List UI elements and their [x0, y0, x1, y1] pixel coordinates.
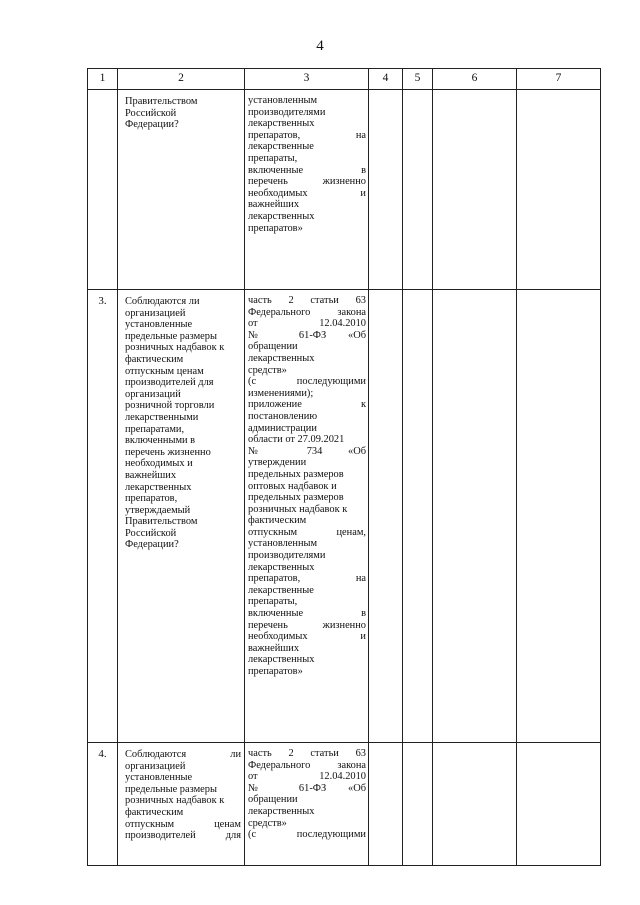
legal-line: лекарственные [248, 141, 314, 153]
legal-line: препаратов, на [248, 573, 366, 585]
table-header-row [88, 69, 601, 90]
question-line: организацией [125, 760, 186, 772]
legal-line: важнейших [248, 642, 300, 654]
legal-line: утверждении [248, 457, 307, 469]
legal-line: лекарственных [248, 654, 315, 666]
question-line: лекарственными [125, 411, 199, 423]
empty-cell [517, 90, 601, 290]
question-line: включенными в [125, 435, 196, 447]
legal-line: препаратов» [248, 222, 303, 234]
legal-line: № 61-ФЗ «Об [248, 329, 366, 341]
question-line: Российской [125, 107, 177, 119]
legal-line: предельных размеров [248, 468, 344, 480]
question-line: организаций [125, 388, 181, 400]
question-line: отпускным ценам [125, 818, 241, 830]
question-line: производителей для [125, 377, 214, 389]
legal-line: перечень жизненно [248, 619, 366, 631]
legal-line: (с последующими [248, 376, 366, 388]
question-line: Российской [125, 527, 177, 539]
legal-line: отпускным ценам, [248, 526, 366, 538]
legal-line: администрации [248, 422, 317, 434]
legal-line: лекарственных [248, 805, 315, 817]
question-line: фактическим [125, 353, 184, 365]
question-line: установленные [125, 319, 193, 331]
empty-cell [517, 743, 601, 866]
legal-line: установленным [248, 538, 318, 550]
legal-line: перечень жизненно [248, 176, 366, 188]
question-line: Федерации? [125, 119, 179, 131]
legal-line: области от 27.09.2021 [248, 434, 345, 446]
question-line: лекарственных [125, 481, 192, 493]
legal-line: необходимых и [248, 187, 366, 199]
row-number: 4. [88, 743, 118, 866]
question-line: Правительством [125, 96, 198, 107]
legal-line: изменениями); [248, 387, 314, 399]
legal-line: производителями [248, 550, 326, 562]
question-line: розничных надбавок к [125, 342, 225, 354]
legal-line: от 12.04.2010 [248, 318, 366, 330]
legal-line: лекарственных [248, 118, 315, 130]
legal-line: (с последующими [248, 829, 366, 841]
empty-cell [403, 290, 433, 743]
legal-line: обращении [248, 794, 298, 806]
question-line: отпускным ценам [125, 365, 204, 377]
legal-line: оптовых надбавок и [248, 480, 337, 492]
question-line: производителей для [125, 830, 241, 842]
question-line: Правительством [125, 516, 198, 528]
table-row [88, 743, 601, 866]
question-line: необходимых и [125, 458, 193, 470]
table-row [88, 90, 601, 290]
legal-line: препаратов» [248, 666, 303, 677]
legal-line: Федерального закона [248, 759, 366, 771]
question-line: Соблюдаются ли [125, 296, 200, 307]
legal-line: лекарственных [248, 561, 315, 573]
checklist-table [87, 68, 601, 866]
legal-line: предельных размеров [248, 492, 344, 504]
column-header-4: 4 [369, 69, 403, 90]
table-row [88, 290, 601, 743]
legal-line: от 12.04.2010 [248, 771, 366, 783]
question-line: утверждаемый [125, 504, 191, 516]
column-header-3: 3 [245, 69, 369, 90]
question-line: установленные [125, 772, 193, 784]
empty-cell [433, 90, 517, 290]
question-line: фактическим [125, 806, 184, 818]
legal-line: включенные в [248, 164, 366, 176]
page-number: 4 [316, 38, 324, 54]
legal-line: № 734 «Об [248, 445, 366, 457]
legal-line: препаратов, на [248, 129, 366, 141]
legal-line: розничных надбавок к [248, 503, 348, 515]
empty-cell [403, 743, 433, 866]
question-line: перечень жизненно [125, 446, 211, 458]
legal-line: средств» [248, 364, 287, 376]
legal-line: важнейших [248, 199, 300, 211]
legal-line: установленным [248, 95, 318, 106]
question-cell [118, 90, 245, 290]
empty-cell [403, 90, 433, 290]
empty-cell [369, 90, 403, 290]
empty-cell [433, 290, 517, 743]
column-header-7: 7 [517, 69, 601, 90]
empty-cell [517, 290, 601, 743]
legal-line: включенные в [248, 608, 366, 620]
question-cell [118, 743, 245, 866]
legal-line: препараты, [248, 596, 298, 608]
question-line: препаратов, [125, 493, 178, 505]
empty-cell [433, 743, 517, 866]
legal-line: необходимых и [248, 631, 366, 643]
legal-basis-cell [245, 90, 369, 290]
question-line: предельные размеры [125, 783, 217, 795]
column-header-5: 5 [403, 69, 433, 90]
question-line: важнейших [125, 469, 177, 481]
legal-line: лекарственные [248, 584, 314, 596]
question-line: предельные размеры [125, 330, 217, 342]
column-header-2: 2 [118, 69, 245, 90]
question-line: розничной торговли [125, 400, 215, 412]
row-number [88, 90, 118, 290]
legal-line: приложение к [248, 399, 366, 411]
question-line: организацией [125, 307, 186, 319]
legal-line: часть 2 статьи 63 [248, 295, 366, 306]
legal-basis-cell [245, 743, 369, 866]
question-line: Федерации? [125, 539, 179, 551]
row-number: 3. [88, 290, 118, 743]
column-header-6: 6 [433, 69, 517, 90]
question-line: розничных надбавок к [125, 795, 225, 807]
column-header-1: 1 [88, 69, 118, 90]
legal-line: средств» [248, 817, 287, 829]
legal-line: обращении [248, 341, 298, 353]
legal-basis-cell [245, 290, 369, 743]
question-line: препаратами, [125, 423, 185, 435]
empty-cell [369, 743, 403, 866]
question-line: Соблюдаются ли [125, 749, 241, 760]
legal-line: Федерального закона [248, 306, 366, 318]
legal-line: лекарственных [248, 352, 315, 364]
question-cell [118, 290, 245, 743]
legal-line: препараты, [248, 152, 298, 164]
legal-line: постановлению [248, 410, 318, 422]
legal-line: лекарственных [248, 210, 315, 222]
legal-line: часть 2 статьи 63 [248, 748, 366, 759]
empty-cell [369, 290, 403, 743]
legal-line: производителями [248, 106, 326, 118]
legal-line: № 61-ФЗ «Об [248, 782, 366, 794]
legal-line: фактическим [248, 515, 307, 527]
